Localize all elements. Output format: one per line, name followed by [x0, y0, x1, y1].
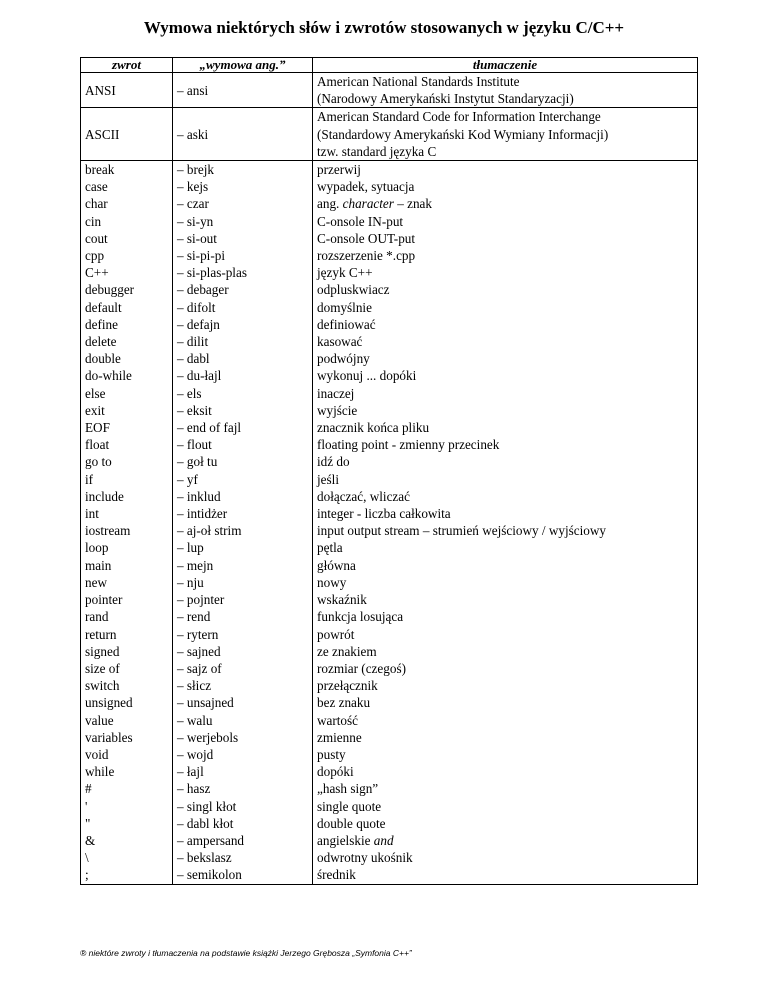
pronunciation-cell: – dabl kłot [173, 815, 313, 832]
translation-cell: wartość [313, 712, 698, 729]
translation-cell: inaczej [313, 385, 698, 402]
pronunciation-cell: – inklud [173, 488, 313, 505]
term-cell: return [81, 626, 173, 643]
table-row [81, 161, 698, 179]
term-cell: define [81, 316, 173, 333]
term-cell: float [81, 436, 173, 453]
term-cell: default [81, 299, 173, 316]
pronunciation-cell: – dilit [173, 333, 313, 350]
table-row [81, 763, 698, 780]
pronunciation-cell: – eksit [173, 402, 313, 419]
translation-cell: „hash sign” [313, 780, 698, 797]
table-row [81, 264, 698, 281]
table-row [81, 178, 698, 195]
header-term: zwrot [81, 58, 173, 73]
pronunciation-cell: – si-pi-pi [173, 247, 313, 264]
pronunciation-cell: – wojd [173, 746, 313, 763]
pronunciation-cell: – nju [173, 574, 313, 591]
translation-cell: double quote [313, 815, 698, 832]
table-row [81, 677, 698, 694]
term-cell: case [81, 178, 173, 195]
table-row [81, 712, 698, 729]
term-cell: " [81, 815, 173, 832]
pronunciation-cell: – rytern [173, 626, 313, 643]
pronunciation-cell: – aj-oł strim [173, 522, 313, 539]
term-cell: exit [81, 402, 173, 419]
translation-cell: kasować [313, 333, 698, 350]
table-row [81, 729, 698, 746]
translation-cell: integer - liczba całkowita [313, 505, 698, 522]
table-row [81, 832, 698, 849]
table-body [81, 73, 698, 885]
table-row [81, 281, 698, 298]
table-row [81, 316, 698, 333]
table-row [81, 453, 698, 470]
pronunciation-cell: – walu [173, 712, 313, 729]
translation-cell: input output stream – strumień wejściowy / wyjściowy [313, 522, 698, 539]
term-cell: variables [81, 729, 173, 746]
table-row [81, 660, 698, 677]
header-translation: tłumaczenie [313, 58, 698, 73]
translation-cell: angielskie and [313, 832, 698, 849]
pronunciation-cell: – sajz of [173, 660, 313, 677]
translation-cell: dołączać, wliczać [313, 488, 698, 505]
table-row [81, 694, 698, 711]
pronunciation-cell: – lup [173, 539, 313, 556]
pronunciation-cell: – mejn [173, 557, 313, 574]
term-cell: cout [81, 230, 173, 247]
pronunciation-cell: – si-plas-plas [173, 264, 313, 281]
term-cell: ' [81, 798, 173, 815]
translation-cell: wypadek, sytuacja [313, 178, 698, 195]
term-cell: rand [81, 608, 173, 625]
translation-cell: odwrotny ukośnik [313, 849, 698, 866]
term-cell: signed [81, 643, 173, 660]
term-cell: ASCII [81, 108, 173, 161]
table-row [81, 419, 698, 436]
translation-cell: ze znakiem [313, 643, 698, 660]
table-header-row [81, 58, 698, 73]
term-cell: & [81, 832, 173, 849]
translation-cell: definiować [313, 316, 698, 333]
translation-cell: C-onsole IN-put [313, 213, 698, 230]
translation-cell: przerwij [313, 161, 698, 179]
pronunciation-cell: – goł tu [173, 453, 313, 470]
pronunciation-cell: – els [173, 385, 313, 402]
translation-cell: przełącznik [313, 677, 698, 694]
table-row [81, 798, 698, 815]
pronunciation-cell: – łajl [173, 763, 313, 780]
term-cell: loop [81, 539, 173, 556]
table-row [81, 108, 698, 161]
table-row [81, 746, 698, 763]
term-cell: do-while [81, 367, 173, 384]
translation-cell: idź do [313, 453, 698, 470]
translation-cell: znacznik końca pliku [313, 419, 698, 436]
pronunciation-table [80, 57, 698, 885]
pronunciation-cell: – sajned [173, 643, 313, 660]
pronunciation-cell: – debager [173, 281, 313, 298]
pronunciation-cell: – słicz [173, 677, 313, 694]
table-row [81, 866, 698, 884]
translation-cell: funkcja losująca [313, 608, 698, 625]
table-row [81, 574, 698, 591]
term-cell: # [81, 780, 173, 797]
term-cell: while [81, 763, 173, 780]
translation-cell: American Standard Code for Information Interchange (Standardowy Amerykański Kod Wymiany Informacji) tzw. standard języka C [313, 108, 698, 161]
translation-cell: domyślnie [313, 299, 698, 316]
table-row [81, 247, 698, 264]
translation-cell: ang. character – znak [313, 195, 698, 212]
pronunciation-cell: – unsajned [173, 694, 313, 711]
translation-cell: wykonuj ... dopóki [313, 367, 698, 384]
pronunciation-cell: – defajn [173, 316, 313, 333]
table-row [81, 299, 698, 316]
table-row [81, 608, 698, 625]
table-row [81, 350, 698, 367]
table-row [81, 367, 698, 384]
translation-cell: C-onsole OUT-put [313, 230, 698, 247]
translation-cell: single quote [313, 798, 698, 815]
table-row [81, 213, 698, 230]
table-row [81, 505, 698, 522]
term-cell: char [81, 195, 173, 212]
term-cell: EOF [81, 419, 173, 436]
translation-cell: floating point - zmienny przecinek [313, 436, 698, 453]
translation-cell: odpluskwiacz [313, 281, 698, 298]
term-cell: iostream [81, 522, 173, 539]
term-cell: value [81, 712, 173, 729]
header-pronunciation: „wymowa ang.” [173, 58, 313, 73]
pronunciation-cell: – czar [173, 195, 313, 212]
pronunciation-cell: – du-łajl [173, 367, 313, 384]
translation-cell: pusty [313, 746, 698, 763]
term-cell: cpp [81, 247, 173, 264]
translation-cell: wskaźnik [313, 591, 698, 608]
pronunciation-cell: – semikolon [173, 866, 313, 884]
term-cell: unsigned [81, 694, 173, 711]
translation-cell: nowy [313, 574, 698, 591]
translation-cell: podwójny [313, 350, 698, 367]
table-row [81, 73, 698, 108]
term-cell: size of [81, 660, 173, 677]
pronunciation-cell: – difolt [173, 299, 313, 316]
translation-cell: bez znaku [313, 694, 698, 711]
translation-cell: pętla [313, 539, 698, 556]
pronunciation-cell: – intidżer [173, 505, 313, 522]
pronunciation-cell: – brejk [173, 161, 313, 179]
translation-cell: zmienne [313, 729, 698, 746]
pronunciation-cell: – flout [173, 436, 313, 453]
pronunciation-cell: – kejs [173, 178, 313, 195]
table-row [81, 436, 698, 453]
pronunciation-cell: – rend [173, 608, 313, 625]
term-cell: if [81, 471, 173, 488]
page-title: Wymowa niektórych słów i zwrotów stosowanych w języku C/C++ [143, 18, 625, 37]
pronunciation-cell: – si-yn [173, 213, 313, 230]
table-row [81, 815, 698, 832]
table-row [81, 849, 698, 866]
term-cell: delete [81, 333, 173, 350]
term-cell: void [81, 746, 173, 763]
pronunciation-cell: – si-out [173, 230, 313, 247]
term-cell: switch [81, 677, 173, 694]
translation-cell: dopóki [313, 763, 698, 780]
term-cell: \ [81, 849, 173, 866]
translation-cell: American National Standards Institute (Narodowy Amerykański Instytut Standaryzacji) [313, 73, 698, 108]
table-row [81, 539, 698, 556]
table-row [81, 402, 698, 419]
pronunciation-cell: – werjebols [173, 729, 313, 746]
table-row [81, 471, 698, 488]
pronunciation-cell: – end of fajl [173, 419, 313, 436]
term-cell: double [81, 350, 173, 367]
translation-cell: rozmiar (czegoś) [313, 660, 698, 677]
footnote: ® niektóre zwroty i tłumaczenia na podstawie książki Jerzego Grębosza „Symfonia C++” [80, 948, 412, 958]
table-row [81, 230, 698, 247]
translation-cell: średnik [313, 866, 698, 884]
term-cell: ANSI [81, 73, 173, 108]
table-row [81, 522, 698, 539]
translation-cell: wyjście [313, 402, 698, 419]
table-row [81, 333, 698, 350]
pronunciation-cell: – singl kłot [173, 798, 313, 815]
pronunciation-cell: – ampersand [173, 832, 313, 849]
pronunciation-cell: – yf [173, 471, 313, 488]
pronunciation-cell: – aski [173, 108, 313, 161]
term-cell: debugger [81, 281, 173, 298]
translation-cell: język C++ [313, 264, 698, 281]
table-row [81, 780, 698, 797]
term-cell: pointer [81, 591, 173, 608]
term-cell: main [81, 557, 173, 574]
table-row [81, 557, 698, 574]
term-cell: ; [81, 866, 173, 884]
term-cell: go to [81, 453, 173, 470]
term-cell: include [81, 488, 173, 505]
translation-cell: jeśli [313, 471, 698, 488]
table-row [81, 488, 698, 505]
table-row [81, 643, 698, 660]
term-cell: int [81, 505, 173, 522]
translation-cell: powrót [313, 626, 698, 643]
term-cell: else [81, 385, 173, 402]
table-row [81, 591, 698, 608]
pronunciation-cell: – dabl [173, 350, 313, 367]
pronunciation-cell: – hasz [173, 780, 313, 797]
table-row [81, 195, 698, 212]
term-cell: C++ [81, 264, 173, 281]
pronunciation-cell: – pojnter [173, 591, 313, 608]
term-cell: cin [81, 213, 173, 230]
table-row [81, 626, 698, 643]
table-row [81, 385, 698, 402]
translation-cell: główna [313, 557, 698, 574]
translation-cell: rozszerzenie *.cpp [313, 247, 698, 264]
pronunciation-cell: – ansi [173, 73, 313, 108]
pronunciation-cell: – bekslasz [173, 849, 313, 866]
term-cell: break [81, 161, 173, 179]
term-cell: new [81, 574, 173, 591]
